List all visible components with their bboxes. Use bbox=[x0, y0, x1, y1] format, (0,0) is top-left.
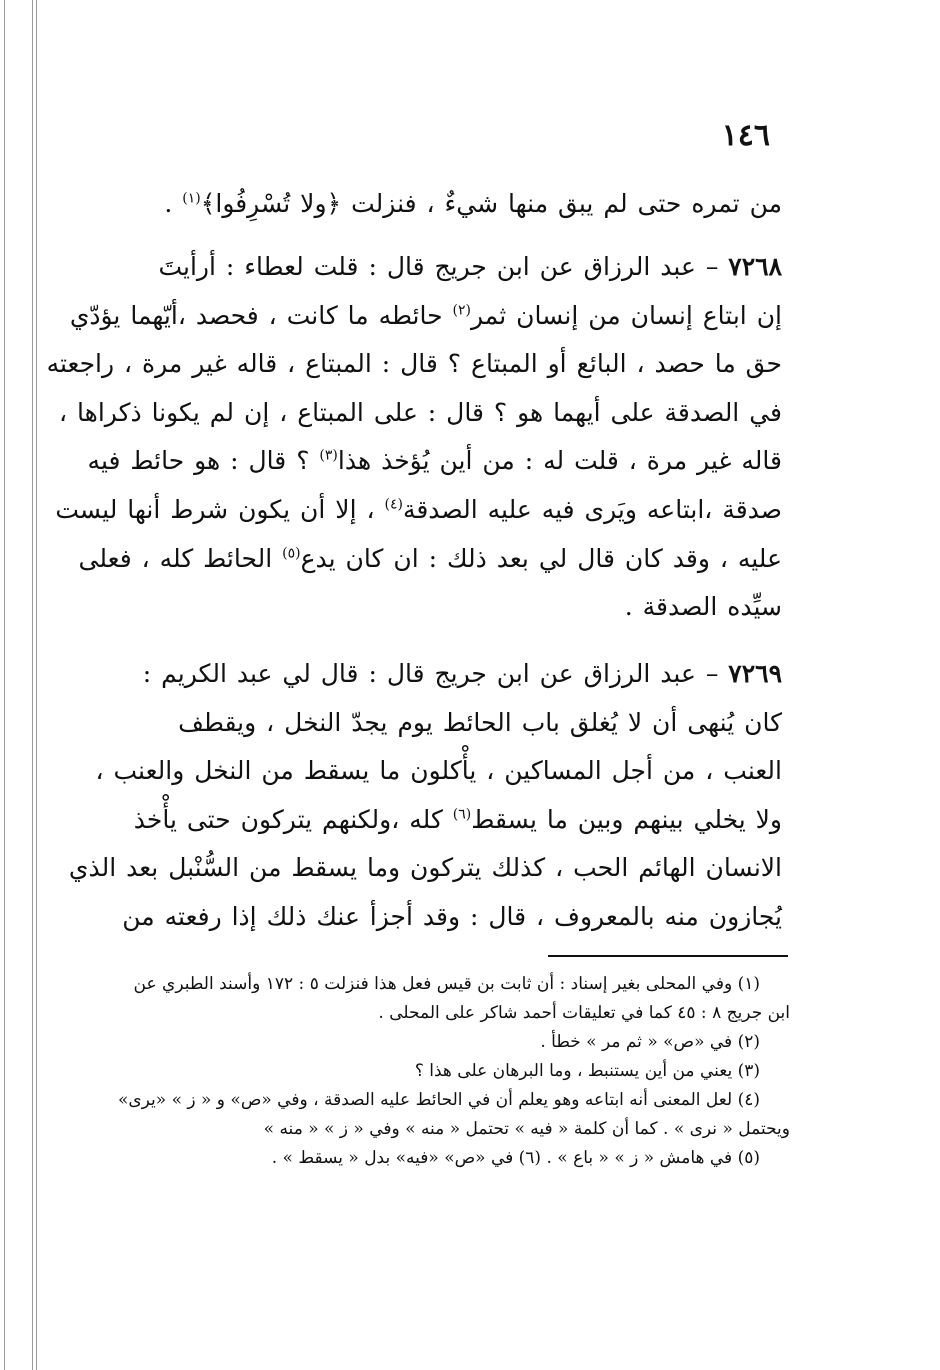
footnote-1: (١) وفي المحلى بغير إسناد : أن ثابت بن قيس فعل هذا فنزلت ٥ : ١٧٢ وأسند الطبري عن bbox=[133, 974, 760, 994]
entry-number: ٧٢٦٩ bbox=[728, 659, 782, 688]
footnote-3: (٣) يعني من أين يستنبط ، وما البرهان على هذا ؟ bbox=[414, 1061, 760, 1081]
continuation-line: من تمره حتى لم يبق منها شيءٌ ، فنزلت ﴿ولا تُسْرِفُوا﴾$^{(١)}$ . bbox=[164, 189, 782, 218]
footnote-4-cont: ويحتمل « نرى » . كما أن كلمة « فيه » تحتمل « منه » وفي « ز » « منه » bbox=[263, 1119, 790, 1139]
footnote-4: (٤) لعل المعنى أنه ابتاعه وهو يعلم أن في الحائط عليه الصدقة ، وفي «ص» و « ز » «يرى» bbox=[117, 1090, 760, 1110]
footnote-2: (٢) في «ص» « ثم مر » خطأ . bbox=[540, 1032, 760, 1052]
hadith-entry-7269: ٧٢٦٩ – عبد الرزاق عن ابن جريج قال : قال لي عبد الكريم : كان يُنهى أن لا يُغلق باب الحائط يوم يجدّ النخل ، ويقطف العنب ، من أجل المساكين ، يأْكلون ما يسقط من النخل والعنب ، ولا يخلي بينهم وبين ما يسقط$^{(٦)}$ كله ،ولكنهم يتركون حتى يأْخذ الانسان الهائم الحب ، كذلك يتركون وما يسقط من السُّنْبل بعد الذي يُجازون منه بالمعروف ، قال : وقد أجزأ عنك ذلك إذا رفعته من bbox=[68, 659, 782, 931]
scan-edge-line bbox=[32, 0, 33, 1370]
page-number: ١٤٦ bbox=[721, 118, 770, 153]
footnote-5-6: (٥) في هامش « ز » « باع » . (٦) في «ص» «فيه» بدل « يسقط » . bbox=[271, 1148, 760, 1168]
footnotes bbox=[100, 970, 790, 1173]
hadith-entry-7268: ٧٢٦٨ – عبد الرزاق عن ابن جريج قال : قلت لعطاء : أرأيتَ إن ابتاع إنسان من إنسان ثمر$^{(٢)}$ حائطه ما كانت ، فحصد ،أيّهما يؤدّي حق ما حصد ، البائع أو المبتاع ؟ قال : المبتاع ، قاله غير مرة ، راجعته في الصدقة على أيهما هو ؟ قال : على المبتاع ، إن لم يكونا ذكراها ، قاله غير مرة ، قلت له : من أين يُؤخذ هذا$^{(٣)}$ ؟ قال : هو حائط فيه صدقة ،ابتاعه ويَرى فيه عليه الصدقة$^{(٤)}$ ، إلا أن يكون شرط أنها ليست عليه ، وقد كان قال لي بعد ذلك : ان كان يدع$^{(٥)}$ الحائط كله ، فعلى سيِّده الصدقة . bbox=[46, 252, 782, 622]
scan-edge-line bbox=[36, 0, 37, 1370]
scan-edge-line bbox=[4, 0, 5, 1370]
footnote-separator bbox=[548, 955, 788, 957]
footnote-1-cont: ابن جريج ٨ : ٤٥ كما في تعليقات أحمد شاكر على المحلى . bbox=[378, 1003, 790, 1023]
entry-number: ٧٢٦٨ bbox=[728, 252, 782, 281]
